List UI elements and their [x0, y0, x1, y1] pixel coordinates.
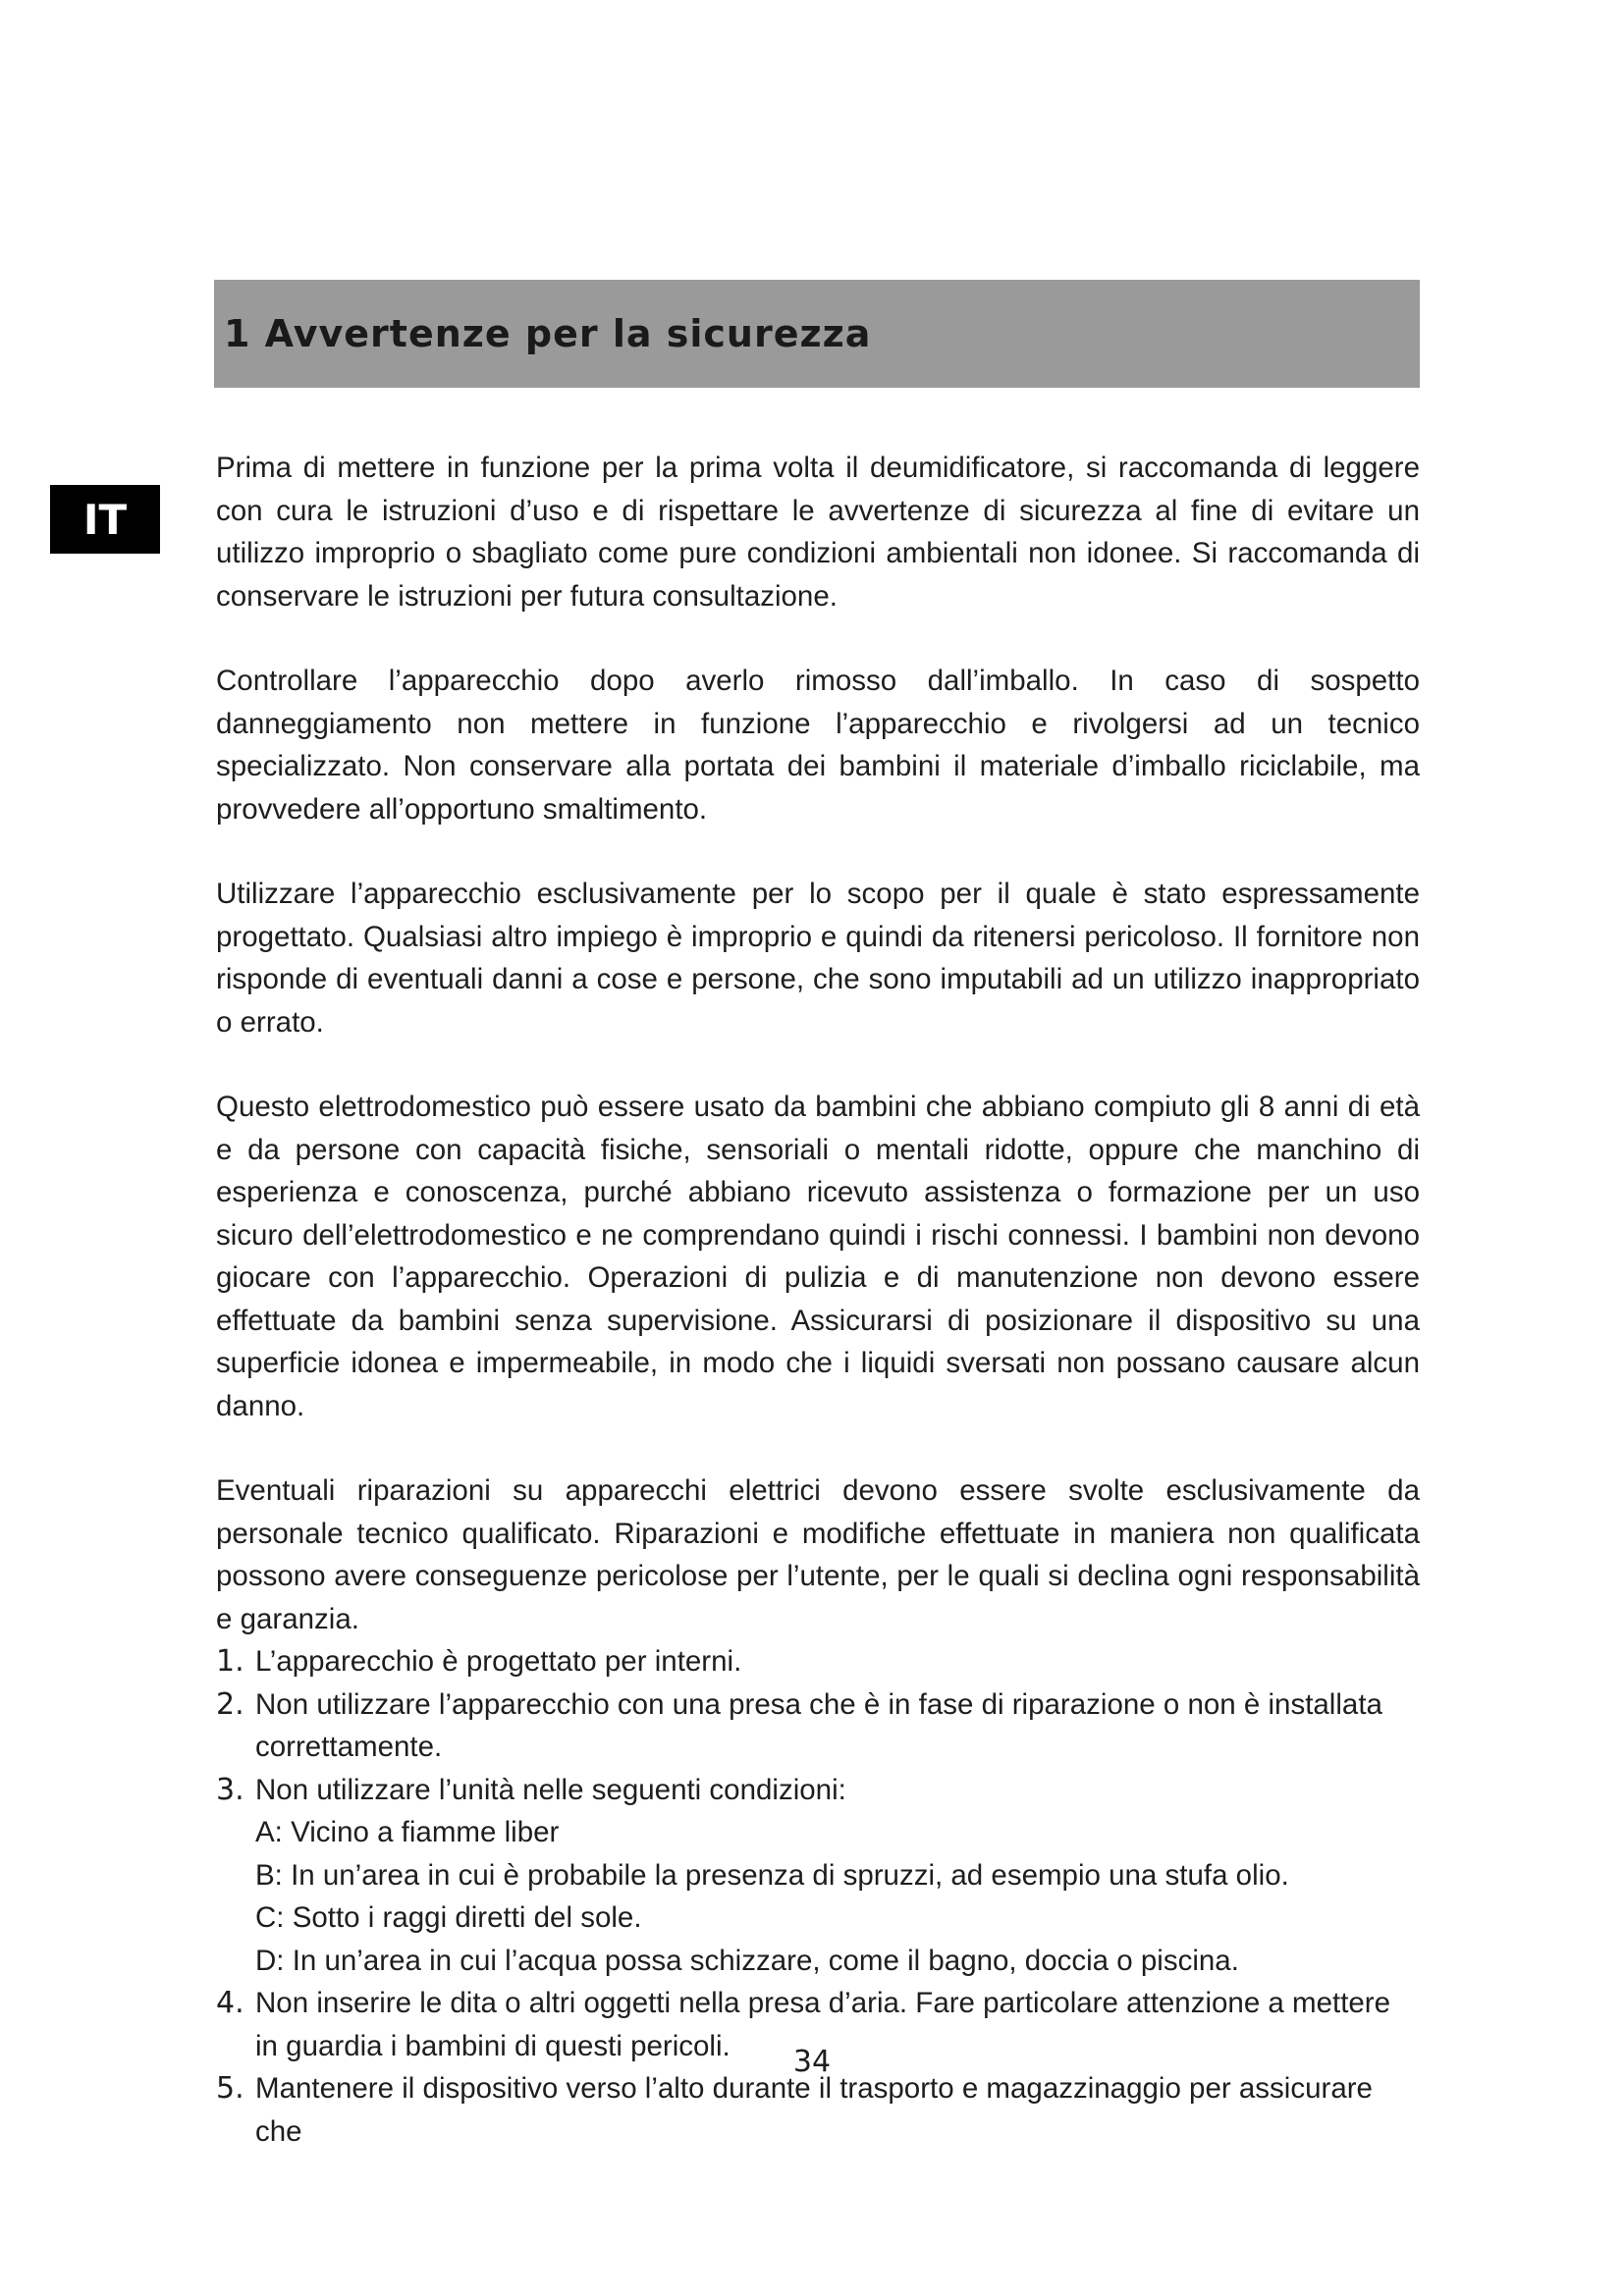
list-text: L’apparecchio è progettato per interni.: [255, 1645, 742, 1678]
condition-a: A: Vicino a fiamme liber: [255, 1816, 560, 1848]
list-number: 5.: [216, 2071, 244, 2106]
paragraph-intro: Prima di mettere in funzione per la prima volta il deumidificatore, si raccomanda di leggere con cura le istruzioni d’uso e di rispettare le avvertenze di sicurezza al fine di evitare un utilizzo improprio o sbagliato come pure condizioni ambientali non idonee. Si raccomanda di conservare le istruzioni per futura consultazione.: [216, 452, 1420, 613]
list-text: Non inserire le dita o altri oggetti nella presa d’aria. Fare particolare attenzione a mettere in guardia i bambini di questi pericoli.: [255, 1987, 1391, 2062]
language-tab: IT: [50, 485, 160, 554]
section-title: 1 Avvertenze per la sicurezza: [224, 312, 872, 355]
page-number: 34: [792, 2045, 832, 2079]
paragraph-children: Questo elettrodomestico può essere usato da bambini che abbiano compiuto gli 8 anni di età e da persone con capacità fisiche, sensoriali o mentali ridotte, oppure che manchino di esperienza e conoscenza, purché abbiano ricevuto assistenza o formazione per un uso sicuro dell’elettrodomestico e ne comprendano quindi i rischi connessi. I bambini non devono giocare con l’apparecchio. Operazioni di pulizia e di manutenzione non devono essere effettuate da bambini senza supervisione. Assicurarsi di posizionare il dispositivo su una superficie idonea e impermeabile, in modo che i liquidi sversati non possano causare alcun danno.: [216, 1091, 1420, 1422]
condition-c: C: Sotto i raggi diretti del sole.: [255, 1901, 642, 1934]
list-number: 2.: [216, 1686, 244, 1722]
list-text: Non utilizzare l’unità nelle seguenti condizioni:: [255, 1773, 846, 1806]
paragraph-repairs: Eventuali riparazioni su apparecchi elettrici devono essere svolte esclusivamente da personale tecnico qualificato. Riparazioni e modifiche effettuate in maniera non qualificata possono avere conseguenze pericolose per l’utente, per le quali si declina ogni responsabilità e garanzia.: [216, 1474, 1420, 1635]
list-text: Mantenere il dispositivo verso l’alto durante il trasporto e magazzinaggio per assicurare che: [255, 2072, 1373, 2148]
section-header: [214, 280, 1420, 388]
body-text: [216, 447, 1420, 2153]
condition-b: B: In un’area in cui è probabile la presenza di spruzzi, ad esempio una stufa olio.: [255, 1858, 1289, 1892]
list-text: Non utilizzare l’apparecchio con una presa che è in fase di riparazione o non è installata correttamente.: [255, 1687, 1382, 1763]
paragraph-intended-use: Utilizzare l’apparecchio esclusivamente per lo scopo per il quale è stato espressamente progettato. Qualsiasi altro impiego è improprio e quindi da ritenersi pericoloso. Il fornitore non risponde di eventuali danni a cose e persone, che sono imputabili ad un utilizzo inappropriato o errato.: [216, 878, 1420, 1039]
list-item: [216, 1640, 1420, 1683]
condition-d: D: In un’area in cui l’acqua possa schizzare, come il bagno, doccia o piscina.: [255, 1944, 1239, 1977]
list-number: 1.: [216, 1644, 244, 1679]
list-item: [216, 1769, 1420, 1983]
list-number: 4.: [216, 1986, 244, 2020]
list-item: [216, 2067, 1420, 2153]
list-number: 3.: [216, 1772, 244, 1807]
paragraph-inspection: Controllare l’apparecchio dopo averlo rimosso dall’imballo. In caso di sospetto danneggiamento non mettere in funzione l’apparecchio e rivolgersi ad un tecnico specializzato. Non conservare alla portata dei bambini il materiale d’imballo riciclabile, ma provvedere all’opportuno smaltimento.: [216, 665, 1420, 826]
list-item: [216, 1683, 1420, 1769]
